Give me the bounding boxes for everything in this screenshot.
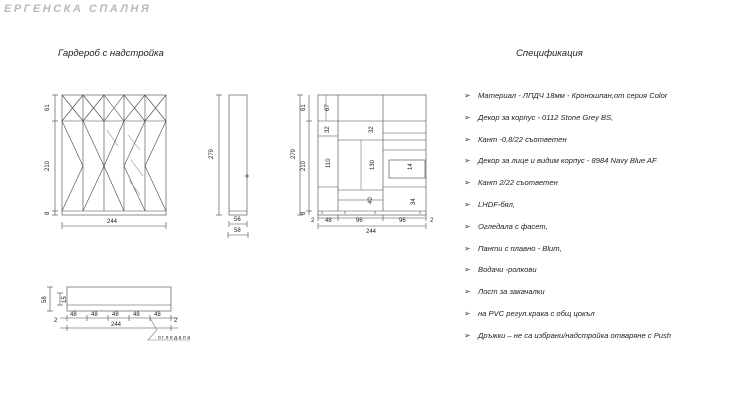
arrow-bullet-icon: ➢ [464,178,471,188]
side-elevation [216,95,248,238]
front-dim-middle: 210 [45,160,51,171]
spec-item-text: Дръжки – не са избрани/надстройка отваряне с Push [478,330,672,340]
spec-item-text: Декор за корпус - 0112 Stone Grey BS, [478,112,614,122]
spec-item-text: Панти с плавно - Blum, [478,243,562,253]
spec-heading: Спецификация [516,48,583,59]
spec-item-text: Декор за лице и видим корпус - 8984 Navy Blue AF [478,156,657,166]
interior-elevation [297,95,426,229]
front-dim-top: 61 [45,104,51,111]
int-dim-left-top: 32 [325,126,331,133]
spec-item [464,155,671,177]
drawing-heading: Гардероб с надстройка [58,48,164,59]
int-dim-top-shelf: 67 [325,104,331,111]
int-dim-right-34: 34 [411,198,417,205]
int-dim-right-14: 14 [408,163,414,170]
int-dim-left-mid: 110 [326,158,332,168]
int-dim-w-total: 244 [366,229,377,235]
arrow-bullet-icon: ➢ [464,91,471,100]
int-dim-w-end-left: 2 [311,218,315,224]
int-dim-total: 279 [291,148,297,159]
plan-dim-inner: 15 [62,296,68,303]
side-dim-height: 279 [209,148,215,159]
int-dim-w-right: 96 [399,218,406,224]
int-dim-mid: 210 [301,160,307,171]
int-dim-bottom: 8 [301,211,307,215]
spec-item [464,286,671,308]
arrow-bullet-icon: ➢ [464,112,471,122]
arrow-bullet-icon: ➢ [464,243,471,253]
plan-dim-total: 244 [111,322,122,328]
spec-item-text: Огледала с фасет, [478,221,548,231]
int-dim-w-center: 96 [356,218,363,224]
spec-item [464,243,671,265]
arrow-bullet-icon: ➢ [464,287,471,297]
arrow-bullet-icon: ➢ [464,199,471,209]
plan-dim-seg-2: 48 [91,312,98,318]
arrow-bullet-icon: ➢ [464,156,471,166]
plan-dim-seg-4: 48 [133,312,140,318]
spec-item-text: на PVC регул.крака с общ цокъл [478,308,595,318]
spec-item-text: Кант -0,8/22 съответен [478,134,567,144]
int-dim-w-end-right: 2 [430,218,434,224]
plan-dim-seg-5: 48 [154,312,161,318]
int-dim-center-low: 40 [368,197,374,204]
spec-item-text: Кант 2/22 съответен [478,178,558,188]
page-title: ЕРГЕНСКА СПАЛНЯ [4,3,152,15]
spec-item-text: Материал - ЛПДЧ 18мм - Кроношпан,от серия Color [478,91,668,100]
plan-dim-seg-3: 48 [112,312,119,318]
spec-item [464,221,671,243]
int-dim-top: 61 [301,104,307,111]
int-dim-w-left: 48 [325,218,332,224]
spec-item [464,199,671,221]
arrow-bullet-icon: ➢ [464,265,471,275]
arrow-bullet-icon: ➢ [464,330,471,340]
front-elevation [52,95,166,229]
front-dim-bottom: 8 [45,211,51,215]
spec-list [464,90,671,352]
arrow-bullet-icon: ➢ [464,134,471,144]
arrow-bullet-icon: ➢ [464,308,471,318]
int-dim-center: 130 [370,159,376,170]
side-dim-depth-outer: 58 [234,228,241,234]
arrow-bullet-icon: ➢ [464,221,471,231]
spec-item-text: Водачи -ролкови [478,265,537,275]
plan-dim-end-right: 2 [174,318,178,324]
front-dim-width: 244 [107,219,118,225]
spec-item [464,330,671,352]
int-dim-right-top: 32 [369,126,375,133]
spec-item [464,308,671,330]
side-dim-depth-inner: 56 [234,217,241,223]
spec-item-text: Лост за закачалки [478,287,545,297]
spec-item [464,112,671,134]
plan-dim-end-left: 2 [54,318,58,324]
spec-item [464,90,671,112]
spec-item [464,264,671,286]
plan-note: огледала [158,335,192,341]
spec-item-text: LHDF-бял, [478,199,515,209]
plan-dim-depth: 58 [42,296,48,303]
plan-dim-seg-1: 48 [70,312,77,318]
spec-item [464,134,671,156]
spec-item [464,177,671,199]
